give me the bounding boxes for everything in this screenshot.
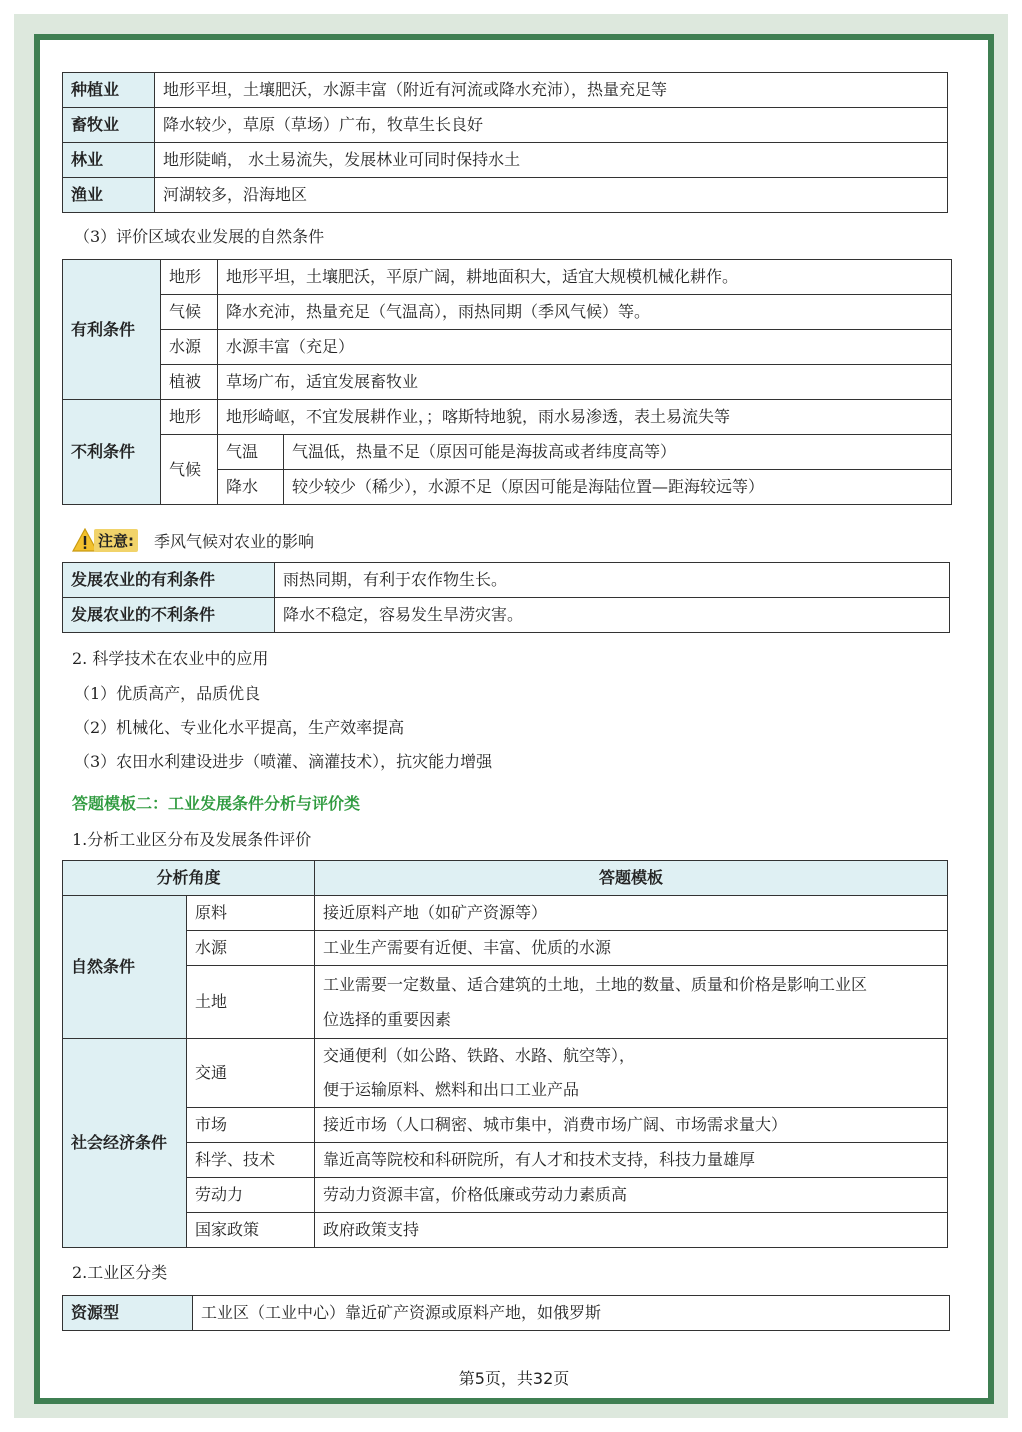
table-row: [63, 365, 952, 400]
notice-label: 注意:: [94, 529, 138, 552]
table-row: [63, 1108, 948, 1143]
row-head: 发展农业的有利条件: [63, 563, 275, 598]
table-row: [63, 178, 948, 213]
list-item: （2）机械化、专业化水平提高，生产效率提高: [74, 718, 405, 737]
text-line: 交通便利（如公路、铁路、水路、航空等），: [323, 1046, 636, 1065]
factor-text: 接近原料产地（如矿产资源等）: [315, 896, 948, 931]
factor-text: 较少较少（稀少），水源不足（原因可能是海陆位置—距海较远等）: [284, 470, 952, 505]
row-head: 种植业: [63, 73, 155, 108]
table-row: [63, 108, 948, 143]
industry-intro: 1.分析工业区分布及发展条件评价: [72, 830, 312, 849]
section3-heading: （3）评价区域农业发展的自然条件: [74, 227, 325, 246]
table-row: [63, 400, 952, 435]
row-head: 资源型: [63, 1296, 193, 1331]
factor-text: 水源丰富（充足）: [218, 330, 952, 365]
favorable-head: 有利条件: [63, 260, 161, 400]
factor-text: 地形崎岖，不宜发展耕作业，；喀斯特地貌，雨水易渗透，表土易流失等: [218, 400, 952, 435]
factor-cell: 地形: [161, 260, 218, 295]
table-row: [63, 295, 952, 330]
social-head: 社会经济条件: [63, 1039, 187, 1248]
table-row: [63, 143, 948, 178]
template2-heading: 答题模板二：工业发展条件分析与评价类: [72, 794, 361, 813]
table-row: [63, 260, 952, 295]
page-number: 第5页，共32页: [458, 1369, 570, 1388]
table-row: [63, 931, 948, 966]
factor-text: 工业生产需要有近便、丰富、优质的水源: [315, 931, 948, 966]
monsoon-influence-table: [62, 562, 950, 633]
industry-conditions-table: [62, 860, 948, 1248]
subfactor-cell: 气温: [218, 435, 284, 470]
natural-head: 自然条件: [63, 896, 187, 1039]
notice-text: 季风气候对农业的影响: [154, 532, 315, 551]
row-text: 雨热同期，有利于农作物生长。: [275, 563, 950, 598]
table-row: [63, 896, 948, 931]
factor-cell: 地形: [161, 400, 218, 435]
list-item: （3）农田水利建设进步（喷灌、滴灌技术），抗灾能力增强: [74, 752, 493, 771]
table-row: [63, 1213, 948, 1248]
row-text: 河湖较多，沿海地区: [155, 178, 948, 213]
factor-text: 地形平坦，土壤肥沃，平原广阔，耕地面积大，适宜大规模机械化耕作。: [218, 260, 952, 295]
notice-badge: [72, 528, 138, 552]
classification-title: 2.工业区分类: [72, 1263, 168, 1282]
table-row: [63, 1143, 948, 1178]
table-row: [63, 330, 952, 365]
natural-conditions-table: [62, 259, 952, 505]
table-row: [63, 563, 950, 598]
factor-text: 降水充沛，热量充足（气温高），雨热同期（季风气候）等。: [218, 295, 952, 330]
factor-text: 靠近高等院校和科研院所，有人才和技术支持，科技力量雄厚: [315, 1143, 948, 1178]
row-head: 林业: [63, 143, 155, 178]
row-head: 渔业: [63, 178, 155, 213]
unfavorable-head: 不利条件: [63, 400, 161, 505]
row-head: 发展农业的不利条件: [63, 598, 275, 633]
agriculture-type-table: [62, 72, 948, 213]
table-header-row: [63, 861, 948, 896]
factor-text: 劳动力资源丰富，价格低廉或劳动力素质高: [315, 1178, 948, 1213]
factor-cell: 交通: [187, 1039, 315, 1108]
factor-cell: 气候: [161, 295, 218, 330]
table-row: [63, 598, 950, 633]
text-line: 便于运输原料、燃料和出口工业产品: [323, 1080, 580, 1099]
science-title: 2. 科学技术在农业中的应用: [72, 649, 269, 668]
factor-cell: 气候: [161, 435, 218, 505]
list-item: （1）优质高产，品质优良: [74, 684, 261, 703]
factor-text: 政府政策支持: [315, 1213, 948, 1248]
text-line: 工业需要一定数量、适合建筑的土地，土地的数量、质量和价格是影响工业区: [323, 975, 868, 994]
industry-classification-table: [62, 1295, 950, 1331]
text-line: 位选择的重要因素: [323, 1010, 452, 1029]
factor-cell: 科学、技术: [187, 1143, 315, 1178]
factor-cell: 市场: [187, 1108, 315, 1143]
table-row: [63, 1178, 948, 1213]
row-text: 降水较少，草原（草场）广布，牧草生长良好: [155, 108, 948, 143]
header-template: 答题模板: [315, 861, 948, 896]
row-text: 降水不稳定，容易发生旱涝灾害。: [275, 598, 950, 633]
factor-cell: 水源: [187, 931, 315, 966]
factor-cell: 植被: [161, 365, 218, 400]
table-row: [63, 1296, 950, 1331]
factor-text: 草场广布，适宜发展畜牧业: [218, 365, 952, 400]
factor-cell: 国家政策: [187, 1213, 315, 1248]
page-frame: [34, 34, 994, 1404]
header-angle: 分析角度: [63, 861, 315, 896]
factor-cell: 劳动力: [187, 1178, 315, 1213]
table-row: [63, 73, 948, 108]
row-text: 地形陡峭， 水土易流失，发展林业可同时保持水土: [155, 143, 948, 178]
factor-cell: 水源: [161, 330, 218, 365]
table-row: [63, 966, 948, 1039]
factor-text: 接近市场（人口稠密、城市集中，消费市场广阔、市场需求量大）: [315, 1108, 948, 1143]
factor-cell: 土地: [187, 966, 315, 1039]
row-head: 畜牧业: [63, 108, 155, 143]
factor-text: 气温低，热量不足（原因可能是海拔高或者纬度高等）: [284, 435, 952, 470]
factor-text-multiline: [315, 1039, 948, 1108]
row-text: 地形平坦，土壤肥沃，水源丰富（附近有河流或降水充沛），热量充足等: [155, 73, 948, 108]
table-row: [63, 435, 952, 470]
row-text: 工业区（工业中心）靠近矿产资源或原料产地，如俄罗斯: [193, 1296, 950, 1331]
table-row: [63, 1039, 948, 1108]
factor-text-multiline: [315, 966, 948, 1039]
factor-cell: 原料: [187, 896, 315, 931]
subfactor-cell: 降水: [218, 470, 284, 505]
